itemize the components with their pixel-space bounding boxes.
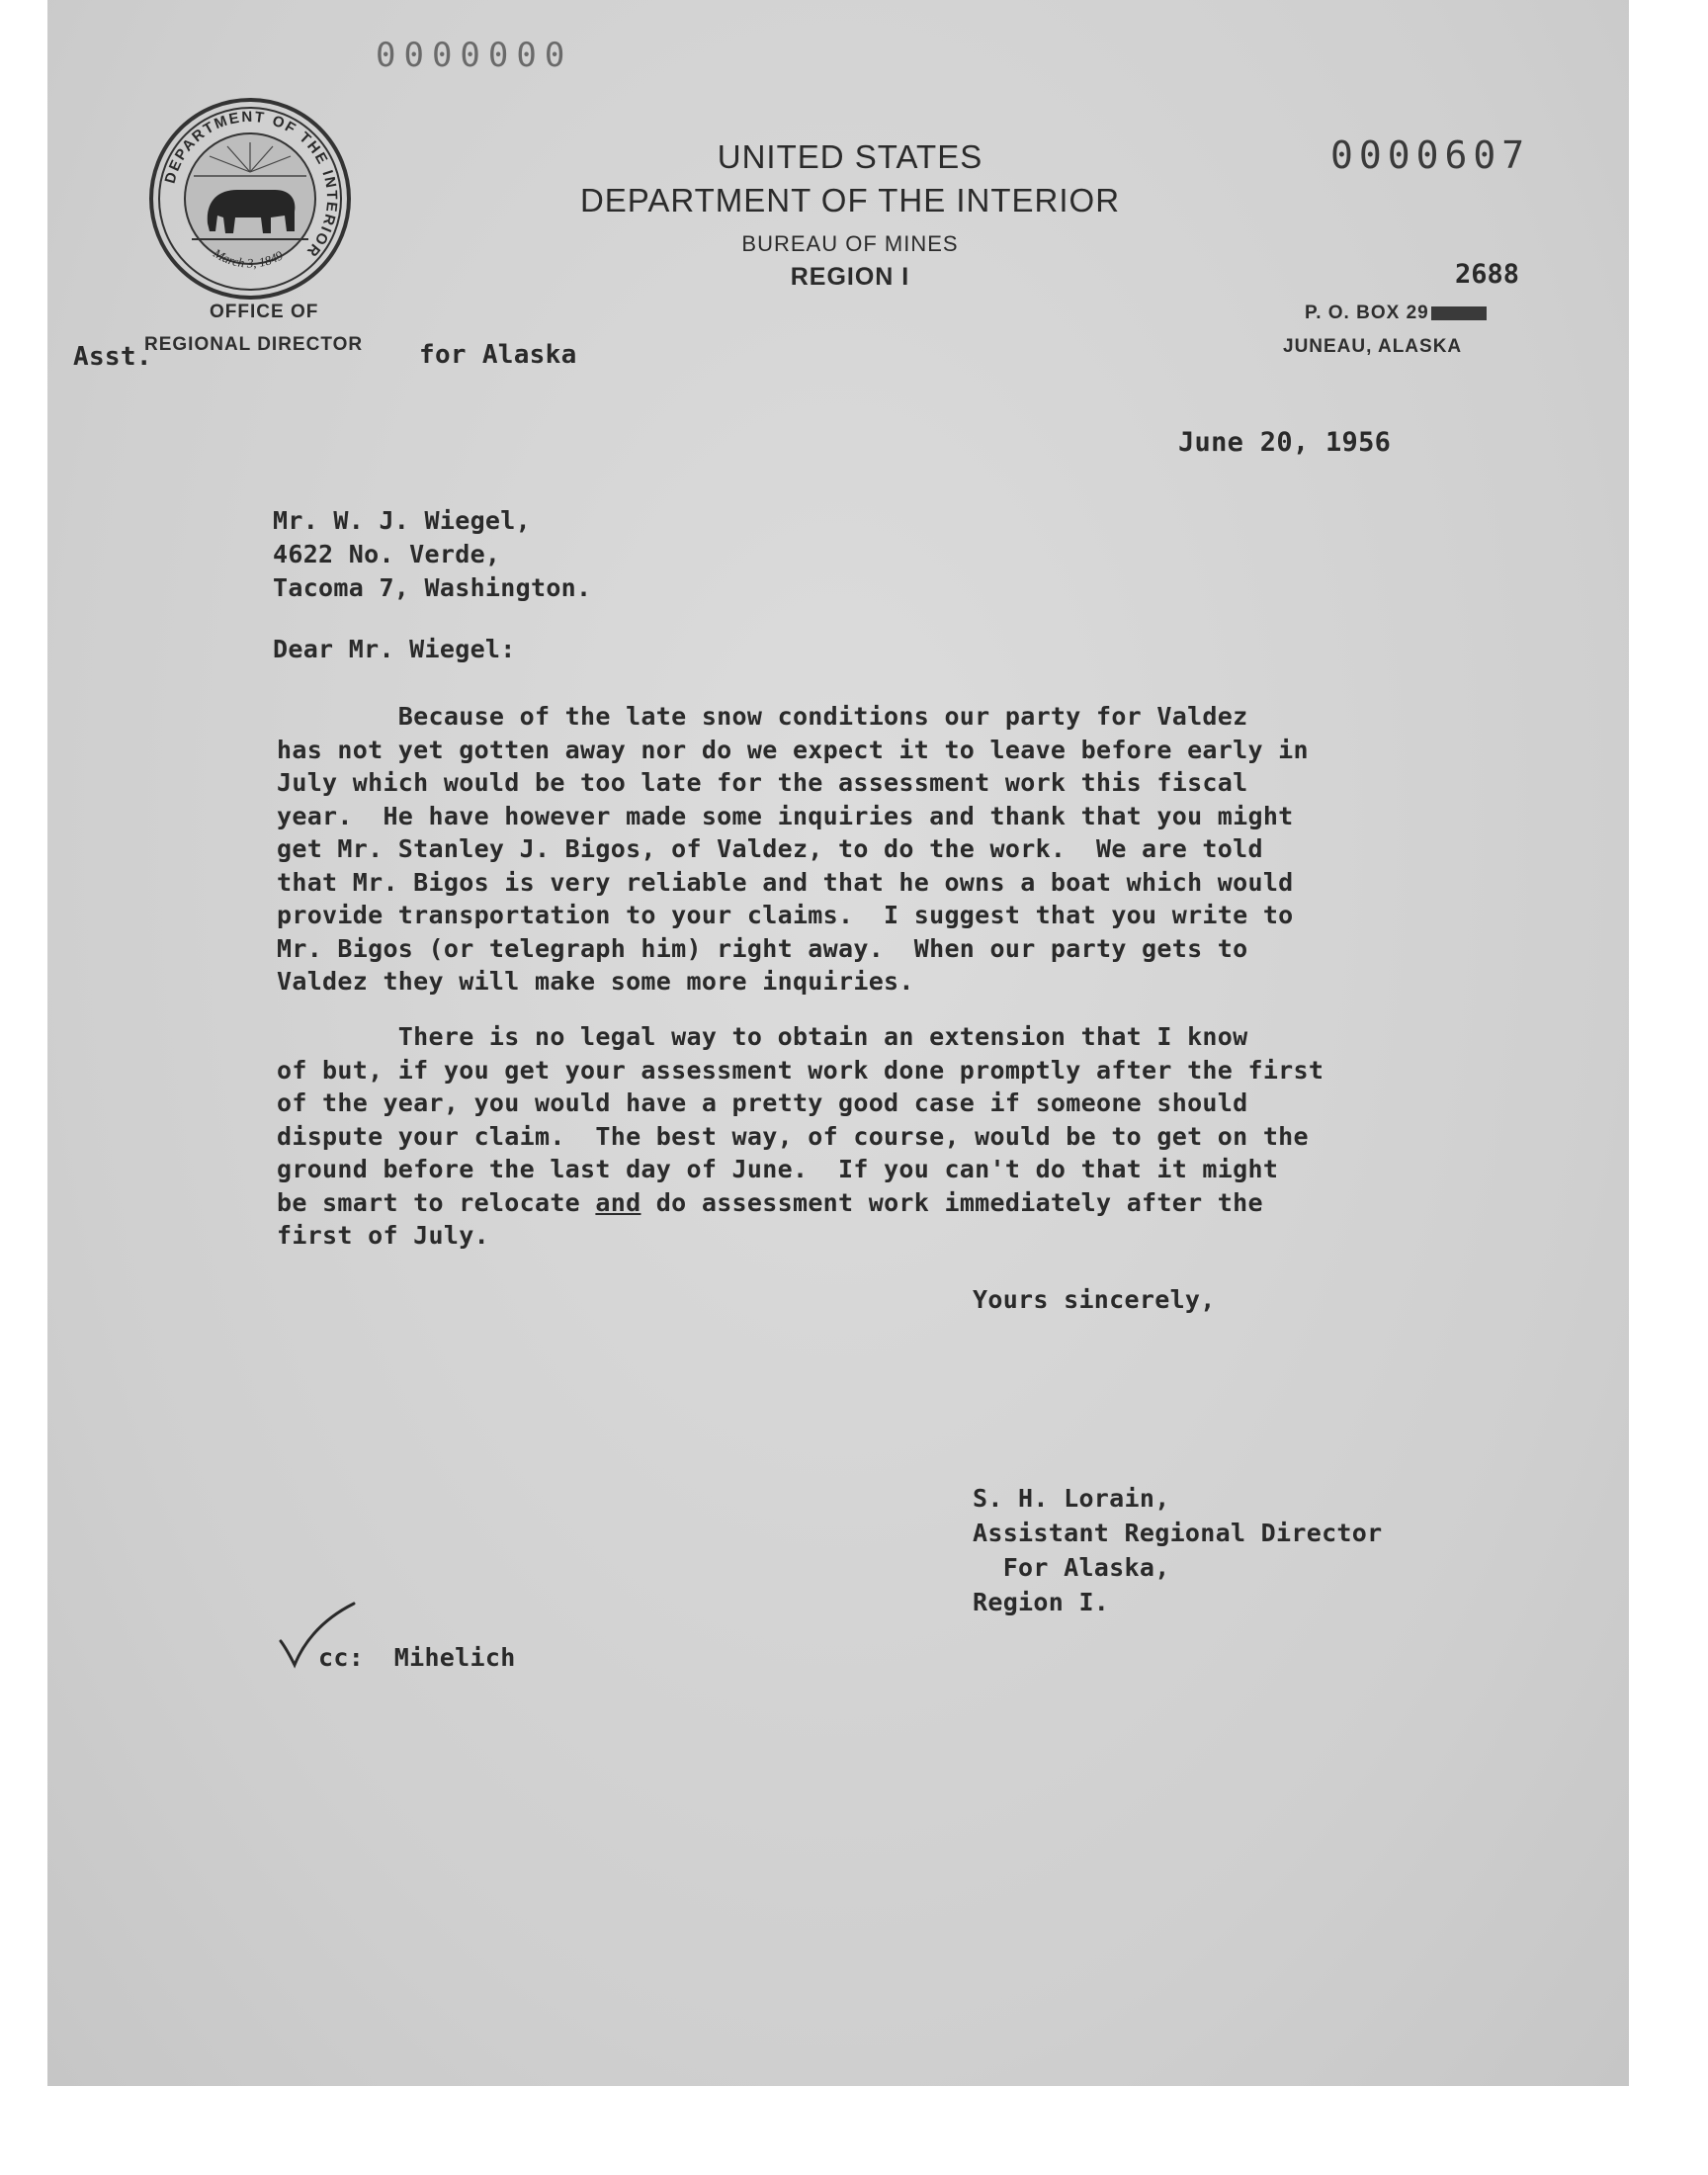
body-text: be smart to relocate bbox=[277, 1187, 596, 1217]
body-line: get Mr. Stanley J. Bigos, of Valdez, to do the work. We are told bbox=[277, 834, 1263, 863]
signature-line: Assistant Regional Director bbox=[973, 1519, 1383, 1547]
svg-text:March 3, 1849: March 3, 1849 bbox=[211, 245, 286, 271]
letter-date: June 20, 1956 bbox=[1178, 427, 1392, 458]
redaction-mark bbox=[1431, 306, 1487, 320]
body-line: year. He have however made some inquiries and thank that you might bbox=[277, 801, 1294, 830]
body-line: There is no legal way to obtain an extension that I know bbox=[277, 1022, 1248, 1051]
body-line: first of July. bbox=[277, 1221, 489, 1250]
body-line: Valdez they will make some more inquiries. bbox=[277, 967, 914, 996]
svg-text:DEPARTMENT OF THE INTERIOR: DEPARTMENT OF THE INTERIOR bbox=[161, 108, 341, 261]
letterhead-department: DEPARTMENT OF THE INTERIOR bbox=[579, 182, 1121, 218]
body-line: ground before the last day of June. If you can't do that it might bbox=[277, 1155, 1279, 1183]
body-line bbox=[277, 1186, 1324, 1220]
department-seal-icon bbox=[146, 95, 354, 303]
cc-line: cc: Mihelich bbox=[318, 1643, 516, 1672]
signature-line: Region I. bbox=[973, 1588, 1110, 1616]
body-line: dispute your claim. The best way, of course, would be to get on the bbox=[277, 1121, 1309, 1151]
recipient-line: Tacoma 7, Washington. bbox=[273, 573, 592, 602]
box-number-typed: 2688 bbox=[1455, 259, 1520, 290]
stamp-number-top: 0000000 bbox=[376, 36, 573, 75]
body-text: do assessment work immediately after the bbox=[640, 1187, 1263, 1217]
letterhead-country: UNITED STATES bbox=[717, 138, 983, 175]
office-asst-typed: Asst. bbox=[73, 342, 152, 372]
office-for-alaska-typed: for Alaska bbox=[419, 340, 577, 370]
office-regional-director-label: REGIONAL DIRECTOR bbox=[144, 334, 364, 355]
office-of-label: OFFICE OF bbox=[210, 302, 319, 322]
recipient-address bbox=[273, 504, 591, 605]
body-line: has not yet gotten away nor do we expect it to leave before early in bbox=[277, 735, 1309, 764]
paragraph-1 bbox=[277, 700, 1309, 999]
body-line: of the year, you would have a pretty good case if someone should bbox=[277, 1088, 1248, 1117]
underlined-word: and bbox=[595, 1187, 641, 1217]
body-line: Mr. Bigos (or telegraph him) right away. When our party gets to bbox=[277, 933, 1248, 963]
letterhead-bureau: BUREAU OF MINES bbox=[741, 231, 959, 256]
signature-line: S. H. Lorain, bbox=[973, 1484, 1170, 1513]
po-box-label bbox=[1305, 303, 1487, 324]
letterhead-region: REGION I bbox=[790, 263, 910, 291]
recipient-line: Mr. W. J. Wiegel, bbox=[273, 506, 531, 535]
po-box-text: P. O. BOX 29 bbox=[1305, 303, 1429, 323]
city-label: JUNEAU, ALASKA bbox=[1283, 336, 1463, 357]
paragraph-2 bbox=[277, 1020, 1324, 1253]
signature-line: For Alaska, bbox=[973, 1553, 1170, 1582]
body-line: provide transportation to your claims. I suggest that you write to bbox=[277, 901, 1294, 929]
recipient-line: 4622 No. Verde, bbox=[273, 540, 501, 568]
salutation: Dear Mr. Wiegel: bbox=[273, 635, 516, 663]
stamp-number-right: 0000607 bbox=[1330, 133, 1531, 177]
body-line: July which would be too late for the assessment work this fiscal bbox=[277, 768, 1248, 797]
body-line: Because of the late snow conditions our party for Valdez bbox=[277, 702, 1248, 731]
signature-block bbox=[973, 1481, 1382, 1619]
body-line: of but, if you get your assessment work done promptly after the first bbox=[277, 1055, 1324, 1085]
closing: Yours sincerely, bbox=[973, 1285, 1216, 1314]
body-line: that Mr. Bigos is very reliable and that he owns a boat which would bbox=[277, 867, 1294, 897]
